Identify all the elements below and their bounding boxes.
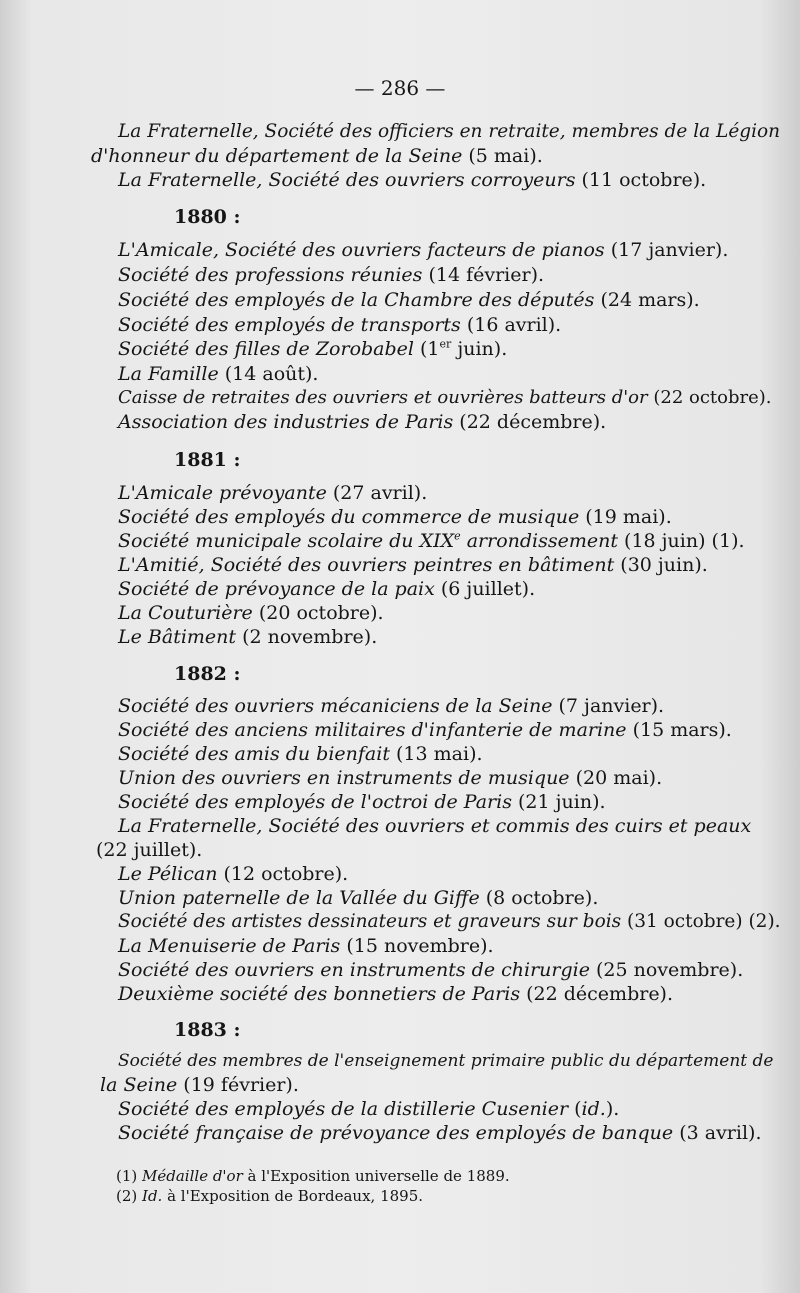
entry-line <box>118 313 561 337</box>
italic-text: Id. <box>142 1187 163 1205</box>
year-heading: 1883 : <box>174 1019 241 1041</box>
italic-text: Caisse de retraites des ouvriers et ouvrières batteurs d'or <box>118 387 648 408</box>
entry-line <box>118 862 348 886</box>
italic-text: Association des industries de Paris <box>118 411 454 433</box>
entry-line <box>118 718 732 742</box>
italic-text: id. <box>581 1098 606 1120</box>
year-heading: 1880 : <box>174 206 241 228</box>
page-number: — 286 — <box>354 76 446 100</box>
italic-text: Union paternelle de la Vallée du Giffe <box>118 887 480 909</box>
entry-line <box>96 838 202 862</box>
text-span: (30 juin). <box>614 554 708 576</box>
italic-text: La Fraternelle, Société des ouvriers et commis des cuirs et peaux <box>118 815 752 837</box>
italic-text: Société des employés de la distillerie Cusenier <box>118 1098 569 1120</box>
text-span: (16 avril). <box>460 314 562 336</box>
italic-text: la Seine <box>100 1074 178 1096</box>
entry-line <box>118 814 751 838</box>
text-span: (3 avril). <box>673 1122 762 1144</box>
entry-line <box>118 1121 762 1145</box>
text-span: (27 avril). <box>326 482 428 504</box>
entry-line <box>118 120 780 144</box>
italic-text: L'Amicale prévoyante <box>118 482 327 504</box>
text-span: (15 mars). <box>626 719 732 741</box>
superscript: er <box>439 337 452 351</box>
text-span: (18 juin) (1). <box>618 530 745 552</box>
entry-line <box>118 362 318 386</box>
italic-text: Société des filles de Zorobabel <box>118 338 414 360</box>
italic-text: Société municipale scolaire du XIX <box>118 530 455 552</box>
text-span: (7 janvier). <box>552 695 665 717</box>
entry-line <box>100 1073 299 1097</box>
italic-text: Société des anciens militaires d'infanterie de marine <box>118 719 627 741</box>
entry-line <box>118 263 544 287</box>
text-span: (12 octobre). <box>217 863 349 885</box>
text-span: (8 octobre). <box>479 887 599 909</box>
entry-line <box>118 386 772 410</box>
text-span: (5 mai). <box>462 145 543 167</box>
italic-text: La Famille <box>118 363 219 385</box>
italic-text: La Couturière <box>118 602 253 624</box>
text-span: (22 octobre). <box>647 387 772 408</box>
footnote <box>116 1166 510 1186</box>
italic-text: Société des employés de l'octroi de Paris <box>118 791 512 813</box>
text-span: (20 mai). <box>569 767 663 789</box>
italic-text: Société des employés de la Chambre des députés <box>118 289 595 311</box>
italic-text: Société des ouvriers en instruments de chirurgie <box>118 959 590 981</box>
entry-line <box>118 910 781 934</box>
text-span: (31 octobre) (2). <box>621 911 781 932</box>
italic-text: Société française de prévoyance des employés de banque <box>118 1122 674 1144</box>
entry-line <box>118 505 672 529</box>
italic-text: Société des artistes dessinateurs et graveurs sur bois <box>118 911 622 932</box>
entry-line <box>118 694 664 718</box>
year-heading: 1882 : <box>174 663 241 685</box>
entry-line <box>118 577 535 601</box>
text-span: (22 décembre). <box>453 411 607 433</box>
text-span: (19 février). <box>177 1074 299 1096</box>
italic-text: L'Amitié, Société des ouvriers peintres en bâtiment <box>118 554 615 576</box>
text-span: (1 <box>413 338 440 360</box>
entry-line <box>118 529 745 553</box>
entry-line <box>118 288 700 312</box>
entry-line <box>118 625 377 649</box>
italic-text: Société de prévoyance de la paix <box>118 578 435 600</box>
text-span: (19 mai). <box>579 506 672 528</box>
entry-line <box>118 790 606 814</box>
text-span: (17 janvier). <box>604 239 729 261</box>
italic-text: L'Amicale, Société des ouvriers facteurs de pianos <box>118 239 605 261</box>
text-span: (22 décembre). <box>520 983 674 1005</box>
text-span: (24 mars). <box>594 289 700 311</box>
entry-line <box>118 1097 619 1121</box>
italic-text: Société des amis du bienfait <box>118 743 390 765</box>
entry-line <box>118 742 483 766</box>
text-span: ). <box>605 1098 620 1120</box>
entry-line <box>118 934 494 958</box>
italic-text: La Fraternelle, Société des ouvriers corroyeurs <box>118 169 576 191</box>
italic-text: Société des membres de l'enseignement primaire public du département de <box>118 1051 774 1071</box>
text-span: à l'Exposition universelle de 1889. <box>242 1167 510 1185</box>
italic-text: Société des ouvriers mécaniciens de la Seine <box>118 695 553 717</box>
footnote <box>116 1186 423 1206</box>
italic-text: d'honneur du département de la Seine <box>91 145 463 167</box>
italic-text: e <box>454 529 461 543</box>
entry-line <box>118 982 673 1006</box>
entry-line <box>118 553 708 577</box>
text-span: (13 mai). <box>389 743 483 765</box>
entry-line <box>118 601 384 625</box>
italic-text: Le Pélican <box>118 863 218 885</box>
text-span: (22 juillet). <box>96 839 203 861</box>
entry-line <box>118 238 728 262</box>
text-span: (20 octobre). <box>252 602 384 624</box>
entry-line <box>118 168 706 192</box>
entry-line <box>91 144 543 168</box>
text-span: juin). <box>451 338 508 360</box>
italic-text: Le Bâtiment <box>118 626 237 648</box>
entry-line <box>118 337 507 361</box>
italic-text: Société des employés de transports <box>118 314 461 336</box>
italic-text: Société des professions réunies <box>118 264 423 286</box>
italic-text: La Fraternelle, Société des officiers en retraite, membres de la Légion <box>118 121 781 142</box>
text-span: (6 juillet). <box>434 578 536 600</box>
italic-text: Union des ouvriers en instruments de musique <box>118 767 570 789</box>
italic-text: arrondissement <box>460 530 618 552</box>
text-span: (2) <box>116 1187 143 1205</box>
text-span: (14 février). <box>422 264 545 286</box>
entry-line <box>118 410 606 434</box>
text-span: (25 novembre). <box>589 959 744 981</box>
entry-line <box>118 481 427 505</box>
text-span: à l'Exposition de Bordeaux, 1895. <box>162 1187 424 1205</box>
year-heading: 1881 : <box>174 449 241 471</box>
entry-line <box>118 886 598 910</box>
text-span: (11 octobre). <box>575 169 707 191</box>
text-span: (1) <box>116 1167 143 1185</box>
text-span: (15 novembre). <box>340 935 494 957</box>
italic-text: Médaille d'or <box>142 1167 243 1185</box>
text-span: (2 novembre). <box>236 626 378 648</box>
italic-text: La Menuiserie de Paris <box>118 935 341 957</box>
text-span: (21 juin). <box>511 791 606 813</box>
text-span: ( <box>568 1098 582 1120</box>
italic-text: Deuxième société des bonnetiers de Paris <box>118 983 521 1005</box>
text-span: (14 août). <box>218 363 319 385</box>
entry-line <box>118 1049 773 1073</box>
italic-text: Société des employés du commerce de musique <box>118 506 580 528</box>
entry-line <box>118 958 743 982</box>
entry-line <box>118 766 662 790</box>
